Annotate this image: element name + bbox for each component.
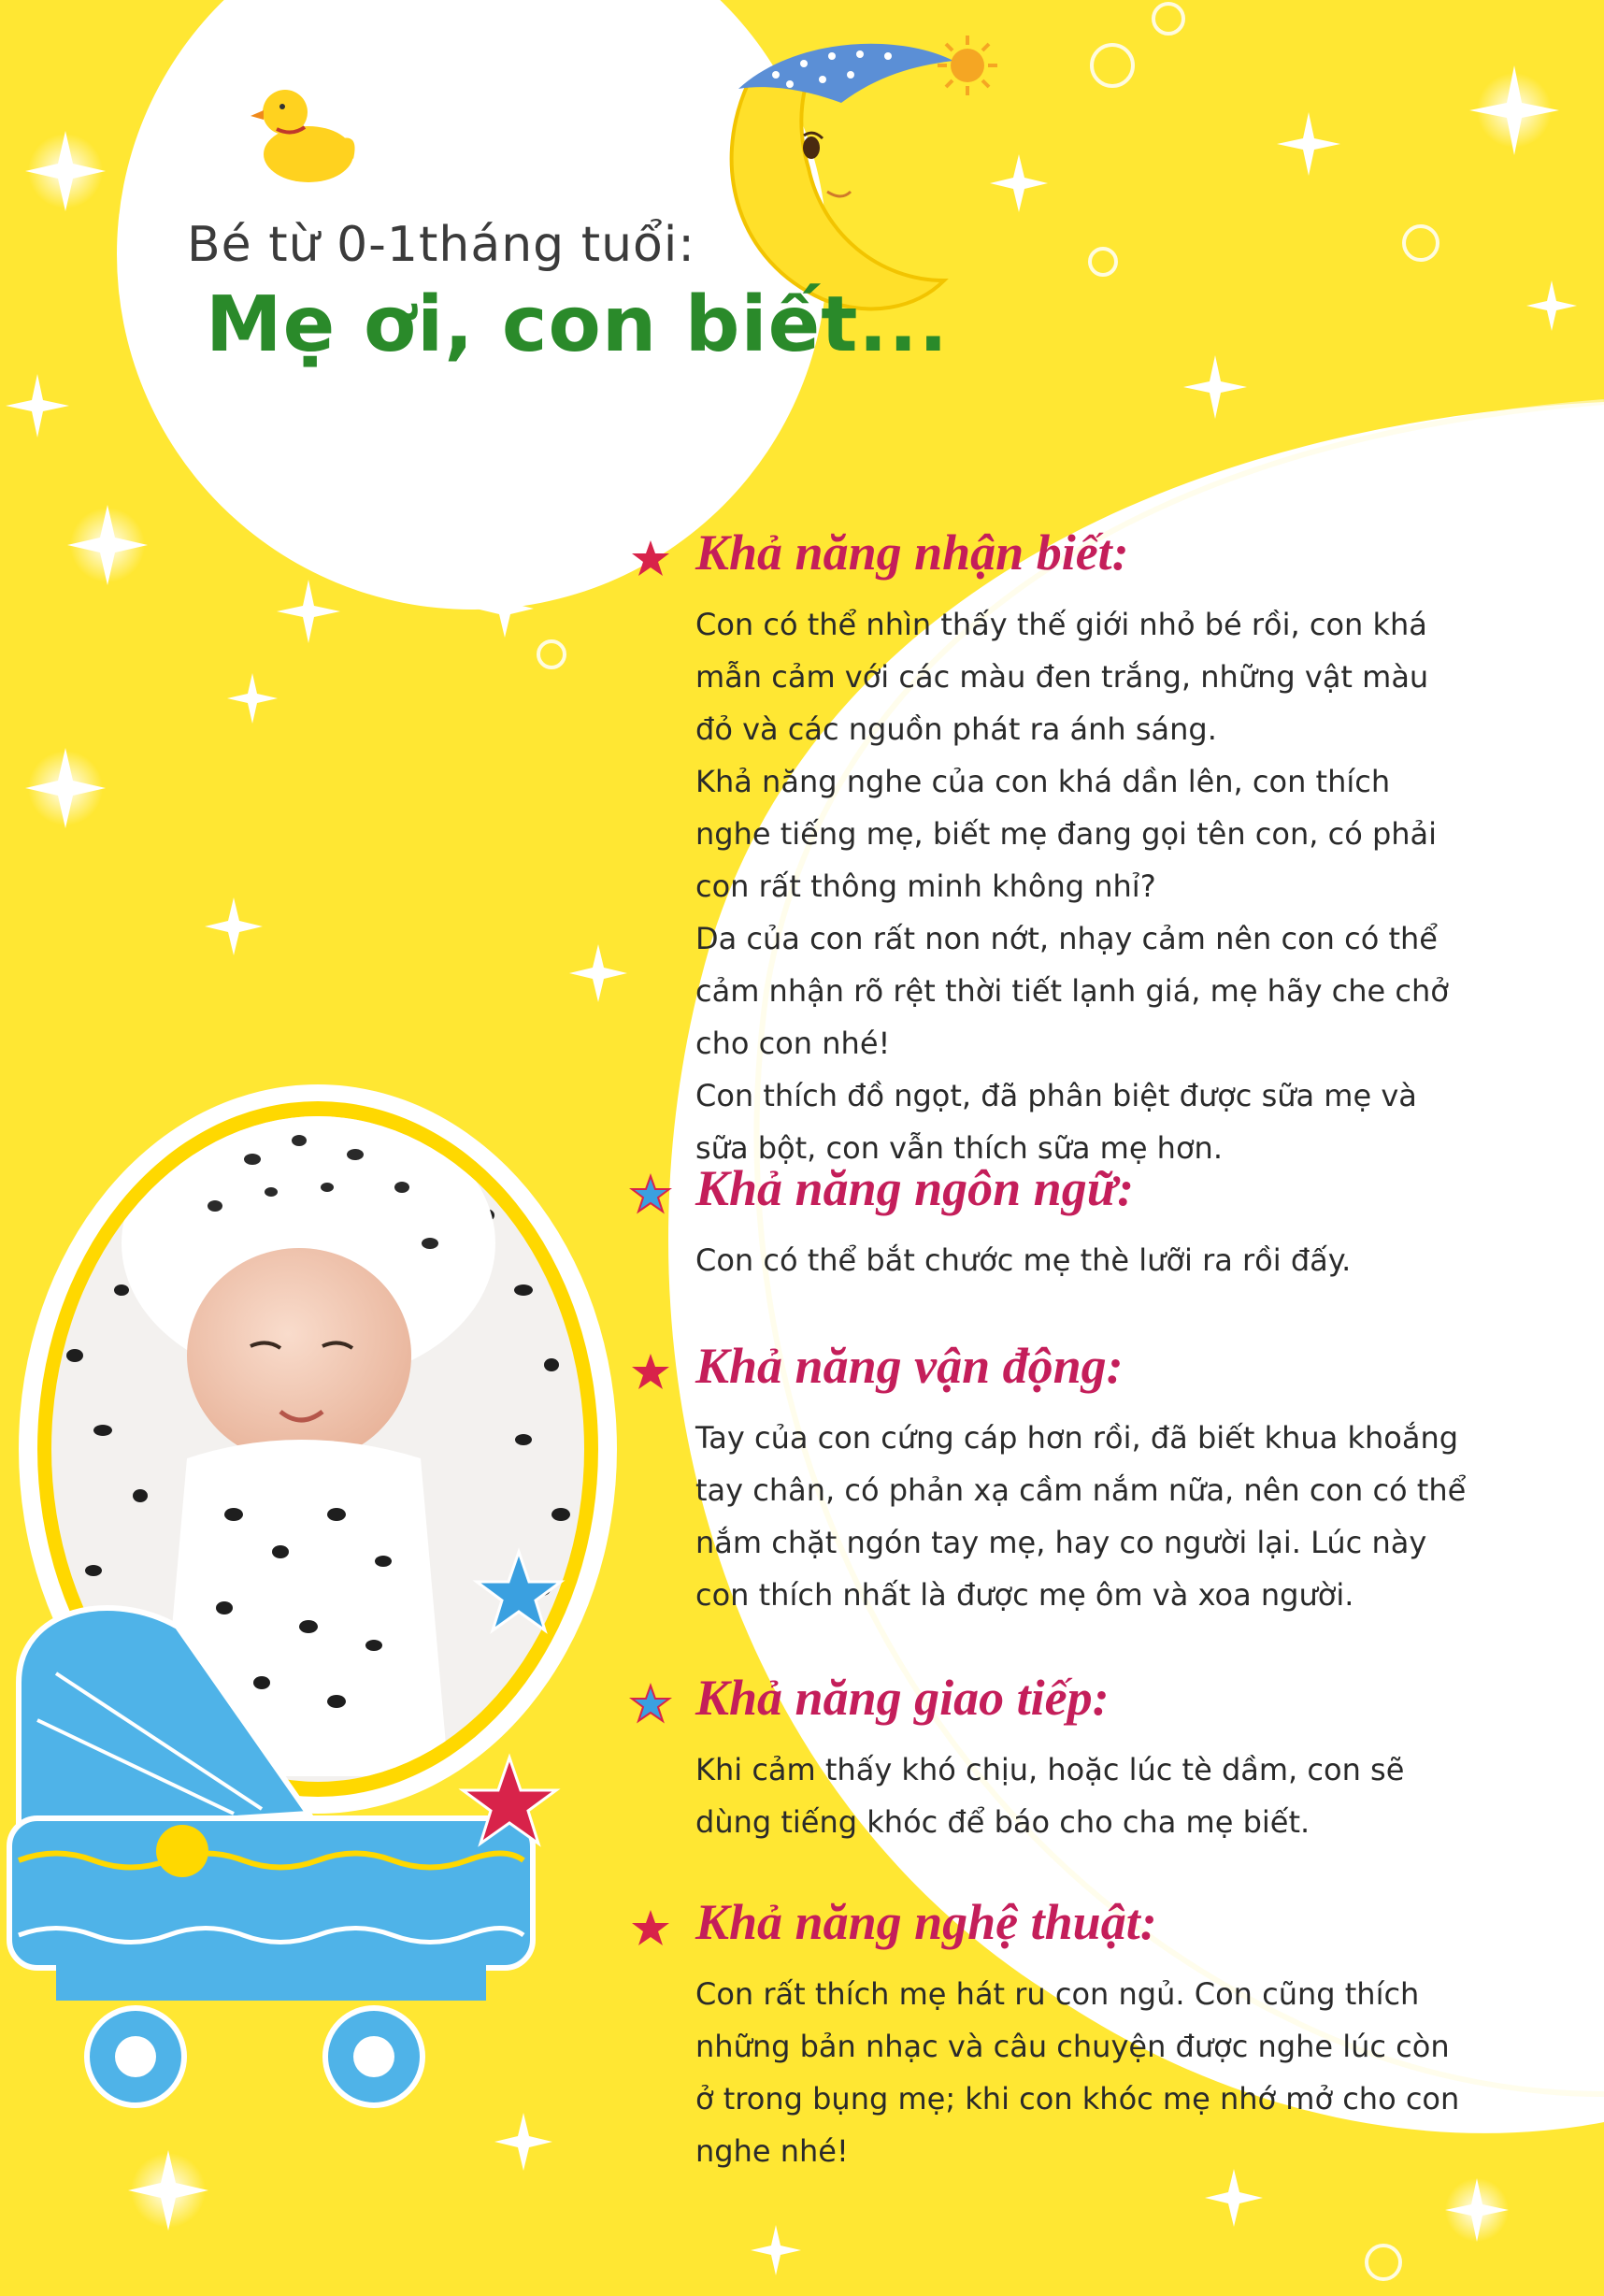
star-icon [628, 1682, 673, 1727]
section-title: Khả năng nghệ thuật: [695, 1894, 1157, 1950]
paragraph: Khi cảm thấy khó chịu, hoặc lúc tè dầm, con sẽ dùng tiếng khóc để báo cho cha mẹ biết. [695, 1752, 1405, 1840]
paragraph: Con rất thích mẹ hát ru con ngủ. Con cũng thích những bản nhạc và câu chuyện được nghe lúc còn ở trong bụng mẹ; khi con khóc mẹ nhớ mở cho con nghe nhé! [695, 1976, 1460, 2169]
paragraph: Da của con rất non nớt, nhạy cảm nên con có thể cảm nhận rõ rệt thời tiết lạnh giá, mẹ hãy che chở cho con nhé! [695, 921, 1449, 1061]
paragraph: Khả năng nghe của con khá dần lên, con thích nghe tiếng mẹ, biết mẹ đang gọi tên con, có phải con rất thông minh không nhỉ? [695, 764, 1438, 904]
paragraph: Tay của con cứng cáp hơn rồi, đã biết khua khoắng tay chân, có phản xạ cầm nắm nữa, nên con có thể nắm chặt ngón tay mẹ, hay co người lại. Lúc này con thích nhất là được mẹ ôm và xoa người. [695, 1420, 1467, 1613]
star-icon [628, 1350, 673, 1395]
section-title: Khả năng giao tiếp: [695, 1670, 1110, 1726]
paragraph: Con thích đồ ngọt, đã phân biệt được sữa mẹ và sữa bột, con vẫn thích sữa mẹ hơn. [695, 1078, 1417, 1166]
paragraph: Con có thể bắt chước mẹ thè lưỡi ra rồi đấy. [695, 1242, 1352, 1278]
page-title: Mẹ ơi, con biết... [206, 280, 949, 369]
section-nhan-biet [628, 524, 1469, 1174]
section-giao-tiep [628, 1669, 1469, 1848]
section-ngon-ngu [628, 1159, 1469, 1286]
section-title: Khả năng nhận biết: [695, 524, 1129, 581]
star-icon [628, 1172, 673, 1217]
section-van-dong [628, 1337, 1469, 1621]
sun-icon [938, 36, 997, 95]
paragraph: Con có thể nhìn thấy thế giới nhỏ bé rồi, con khá mẫn cảm với các màu đen trắng, những vật màu đỏ và các nguồn phát ra ánh sáng. [695, 607, 1429, 747]
section-title: Khả năng ngôn ngữ: [695, 1160, 1135, 1216]
star-icon [628, 537, 673, 581]
section-nghe-thuat [628, 1893, 1469, 2177]
page-subtitle: Bé từ 0-1tháng tuổi: [187, 217, 695, 273]
section-title: Khả năng vận động: [695, 1338, 1124, 1394]
star-icon [628, 1906, 673, 1951]
